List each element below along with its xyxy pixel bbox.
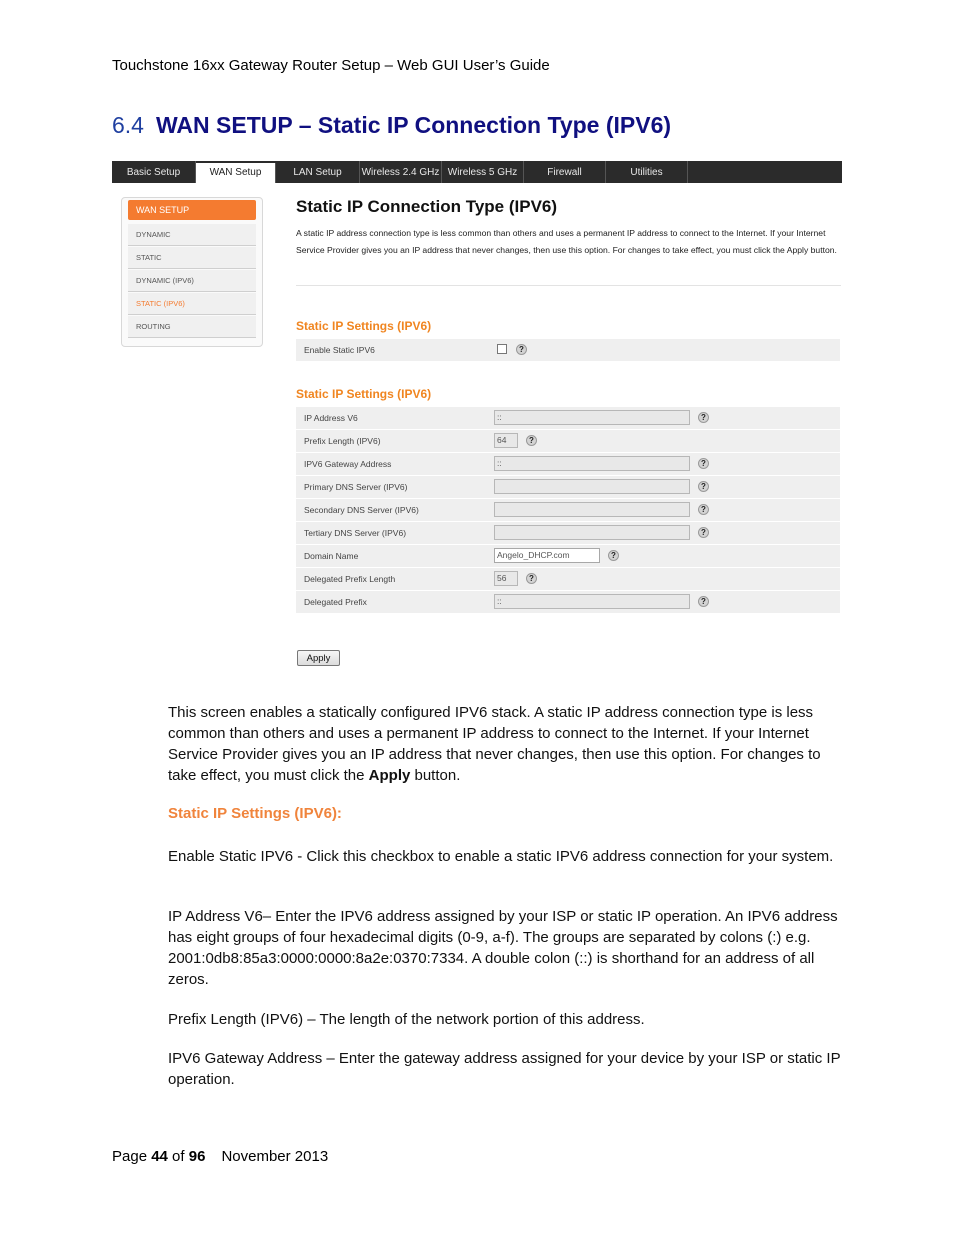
field-label: IP Address V6 — [304, 413, 358, 423]
subheading: Static IP Settings (IPV6): — [168, 805, 342, 822]
field-label: Tertiary DNS Server (IPV6) — [304, 528, 407, 538]
paragraph-gateway: IPV6 Gateway Address – Enter the gateway address assigned for your device by your ISP or static IP operation. — [168, 1050, 841, 1088]
paragraph-ip-address: IP Address V6– Enter the IPV6 address assigned by your ISP or static IP operation. An IPV6 address has eight groups of four hexadecimal digits (0-9, a-f). The groups are separated by colons (:) e.g. 2001:0db8:85a3:0000:0000:8a2e:0370:7334. A double colon (::) is shorthand for an address of all zeros. — [168, 908, 838, 988]
footer-of-word: of — [167, 1148, 189, 1165]
help-icon[interactable]: ? — [526, 573, 537, 584]
apply-button[interactable]: Apply — [297, 650, 340, 666]
side-item-static-ipv6[interactable]: STATIC (IPV6) — [128, 293, 256, 315]
footer-page-total: 96 — [188, 1148, 206, 1165]
field-row-tertiary-dns — [296, 522, 840, 544]
section-heading-settings: Static IP Settings (IPV6) — [296, 387, 432, 401]
paragraph-prefix: Prefix Length (IPV6) – The length of the network portion of this address. — [168, 1011, 645, 1028]
paragraph-enable: Enable Static IPV6 - Click this checkbox to enable a static IPV6 address connection for your system. — [168, 848, 834, 865]
help-icon[interactable]: ? — [698, 481, 709, 492]
enable-static-ipv6-checkbox[interactable] — [497, 344, 507, 354]
field-row-delegated-prefix-length — [296, 568, 840, 590]
side-item-routing[interactable]: ROUTING — [128, 316, 256, 338]
page-footer — [112, 1148, 328, 1165]
document-header: Touchstone 16xx Gateway Router Setup – Web GUI User’s Guide — [112, 57, 550, 74]
prefix-length-input[interactable]: 64 — [494, 433, 518, 448]
help-icon[interactable]: ? — [516, 344, 527, 355]
field-label: Secondary DNS Server (IPV6) — [304, 505, 419, 515]
side-item-dynamic-ipv6[interactable]: DYNAMIC (IPV6) — [128, 270, 256, 292]
help-icon[interactable]: ? — [698, 504, 709, 515]
help-icon[interactable]: ? — [526, 435, 537, 446]
section-title — [112, 112, 671, 139]
field-row-primary-dns — [296, 476, 840, 498]
intro-paragraph — [168, 702, 844, 786]
side-nav-header: WAN SETUP — [128, 200, 256, 220]
tab-utilities[interactable]: Utilities — [606, 161, 688, 183]
primary-dns-input[interactable] — [494, 479, 690, 494]
side-nav — [121, 197, 263, 347]
gateway-address-input[interactable]: :: — [494, 456, 690, 471]
side-item-static[interactable]: STATIC — [128, 247, 256, 269]
field-row-secondary-dns — [296, 499, 840, 521]
field-row-gateway — [296, 453, 840, 475]
field-label: Prefix Length (IPV6) — [304, 436, 381, 446]
help-icon[interactable]: ? — [698, 596, 709, 607]
enable-label: Enable Static IPV6 — [304, 345, 375, 355]
tertiary-dns-input[interactable] — [494, 525, 690, 540]
section-number: 6.4 — [112, 112, 144, 138]
field-row-delegated-prefix — [296, 591, 840, 613]
field-label: Primary DNS Server (IPV6) — [304, 482, 408, 492]
intro-apply-bold: Apply — [368, 767, 411, 784]
side-item-dynamic[interactable]: DYNAMIC — [128, 224, 256, 246]
delegated-prefix-length-input[interactable]: 56 — [494, 571, 518, 586]
domain-name-input[interactable]: Angelo_DHCP.com — [494, 548, 600, 563]
footer-page-word: Page — [112, 1148, 152, 1165]
field-label: IPV6 Gateway Address — [304, 459, 392, 469]
divider — [296, 285, 841, 286]
field-label: Delegated Prefix — [304, 597, 367, 607]
enable-row — [296, 339, 840, 361]
page-title: Static IP Connection Type (IPV6) — [296, 197, 558, 216]
field-row-prefix-length — [296, 430, 840, 452]
section-heading-enable: Static IP Settings (IPV6) — [296, 319, 432, 333]
ip-address-input[interactable]: :: — [494, 410, 690, 425]
secondary-dns-input[interactable] — [494, 502, 690, 517]
help-icon[interactable]: ? — [698, 458, 709, 469]
tab-basic-setup[interactable]: Basic Setup — [112, 161, 196, 183]
footer-date: November 2013 — [221, 1148, 329, 1165]
page-description: A static IP address connection type is less common than others and uses a permanent IP address to connect to the Internet. If your Internet Service Provider gives you an IP address that never changes, then use this option. For changes to take effect, you must click the Apply button. — [296, 228, 837, 255]
help-icon[interactable]: ? — [698, 527, 709, 538]
help-icon[interactable]: ? — [698, 412, 709, 423]
tab-lan-setup[interactable]: LAN Setup — [276, 161, 360, 183]
tab-bar — [112, 161, 842, 183]
field-label: Delegated Prefix Length — [304, 574, 396, 584]
footer-page-num: 44 — [151, 1148, 168, 1165]
field-label: Domain Name — [304, 551, 359, 561]
tab-wireless-24[interactable]: Wireless 2.4 GHz — [360, 161, 442, 183]
tab-firewall[interactable]: Firewall — [524, 161, 606, 183]
intro-text-end: button. — [410, 767, 461, 784]
delegated-prefix-input[interactable]: :: — [494, 594, 690, 609]
tab-wireless-5[interactable]: Wireless 5 GHz — [442, 161, 524, 183]
help-icon[interactable]: ? — [608, 550, 619, 561]
tab-wan-setup[interactable]: WAN Setup — [196, 163, 276, 183]
gui-screenshot — [112, 161, 842, 672]
field-row-domain-name — [296, 545, 840, 567]
field-row-ip-address — [296, 407, 840, 429]
section-title-text: WAN SETUP – Static IP Connection Type (IPV6) — [155, 112, 672, 138]
intro-text: This screen enables a statically configured IPV6 stack. A static IP address connection type is less common than others and uses a permanent IP address to connect to the Internet. If your Internet Service Provider gives you an IP address that never changes, then use this option. For changes to take effect, you must click the — [168, 704, 821, 784]
